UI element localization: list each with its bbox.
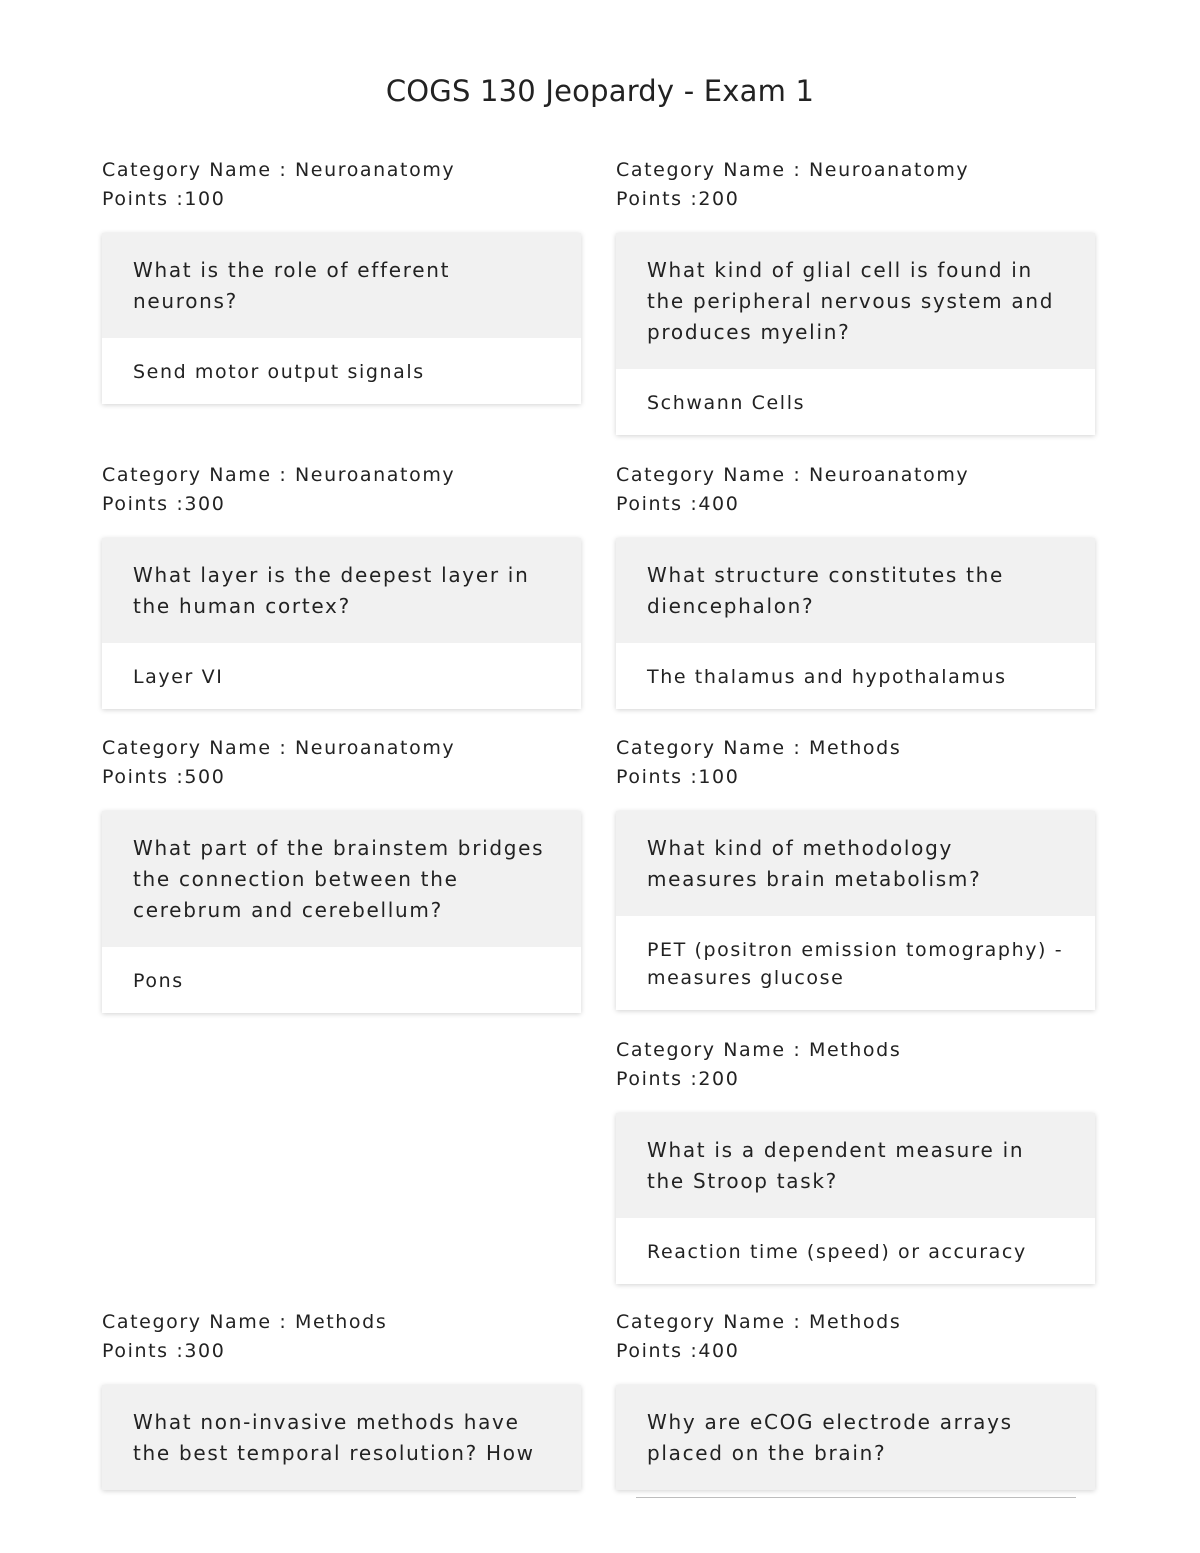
category-label: Category Name : Methods <box>102 1311 388 1333</box>
flashcard[interactable] <box>616 538 1095 709</box>
points-label: Points :200 <box>616 1068 740 1090</box>
category-label: Category Name : Neuroanatomy <box>102 159 456 181</box>
points-label: Points :200 <box>616 188 740 210</box>
flashcard-block <box>616 1308 1095 1490</box>
flashcard-block <box>616 156 1095 435</box>
flashcard[interactable] <box>102 538 581 709</box>
category-label: Category Name : Neuroanatomy <box>616 159 970 181</box>
flashcard[interactable] <box>616 1385 1095 1490</box>
question-text: What non-invasive methods have the best temporal resolution? How <box>102 1385 581 1490</box>
category-label: Category Name : Neuroanatomy <box>102 737 456 759</box>
flashcard-block <box>102 461 581 709</box>
question-text: What is the role of efferent neurons? <box>102 233 581 338</box>
category-label: Category Name : Methods <box>616 1311 902 1333</box>
question-text: What layer is the deepest layer in the human cortex? <box>102 538 581 643</box>
category-label: Category Name : Methods <box>616 1039 902 1061</box>
question-text: What structure constitutes the diencephalon? <box>616 538 1095 643</box>
answer-text: Layer VI <box>102 643 581 709</box>
flashcard[interactable] <box>616 1113 1095 1284</box>
flashcard-block <box>102 1308 581 1490</box>
flashcard[interactable] <box>102 1385 581 1490</box>
flashcard-block <box>616 461 1095 709</box>
points-label: Points :100 <box>616 766 740 788</box>
question-text: What is a dependent measure in the Stroop task? <box>616 1113 1095 1218</box>
question-text: What kind of methodology measures brain metabolism? <box>616 811 1095 916</box>
flashcard-block <box>616 1036 1095 1284</box>
flashcard[interactable] <box>616 233 1095 435</box>
points-label: Points :500 <box>102 766 226 788</box>
divider <box>636 1497 1076 1498</box>
answer-text: Pons <box>102 947 581 1013</box>
question-text: What part of the brainstem bridges the connection between the cerebrum and cerebellum? <box>102 811 581 947</box>
flashcard-block <box>102 734 581 1013</box>
flashcard-block <box>616 734 1095 1010</box>
category-label: Category Name : Neuroanatomy <box>102 464 456 486</box>
flashcard[interactable] <box>616 811 1095 1010</box>
points-label: Points :300 <box>102 493 226 515</box>
category-label: Category Name : Methods <box>616 737 902 759</box>
answer-text: Reaction time (speed) or accuracy <box>616 1218 1095 1284</box>
category-label: Category Name : Neuroanatomy <box>616 464 970 486</box>
question-text: What kind of glial cell is found in the peripheral nervous system and produces myelin? <box>616 233 1095 369</box>
flashcard-block <box>102 156 581 404</box>
points-label: Points :400 <box>616 493 740 515</box>
question-text: Why are eCOG electrode arrays placed on the brain? <box>616 1385 1095 1490</box>
points-label: Points :100 <box>102 188 226 210</box>
answer-text: PET (positron emission tomography) - measures glucose <box>616 916 1095 1010</box>
answer-text: Schwann Cells <box>616 369 1095 435</box>
page-title: COGS 130 Jeopardy - Exam 1 <box>385 74 815 108</box>
flashcard[interactable] <box>102 811 581 1013</box>
points-label: Points :300 <box>102 1340 226 1362</box>
flashcard[interactable] <box>102 233 581 404</box>
page-bottom-margin <box>0 1498 1200 1553</box>
answer-text: Send motor output signals <box>102 338 581 404</box>
points-label: Points :400 <box>616 1340 740 1362</box>
answer-text: The thalamus and hypothalamus <box>616 643 1095 709</box>
